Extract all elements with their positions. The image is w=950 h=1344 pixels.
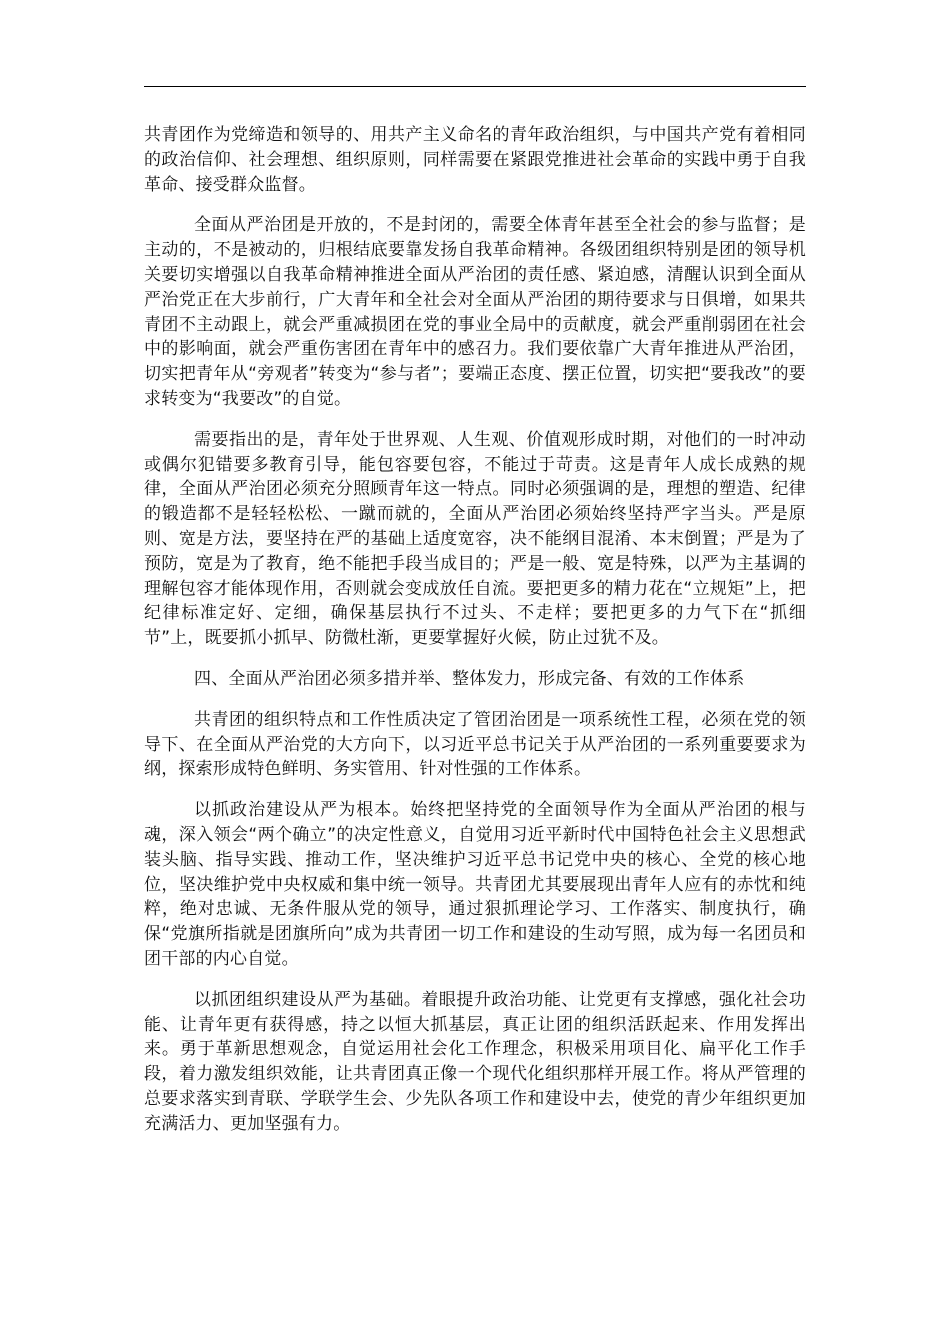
paragraph-7: 以抓团组织建设从严为基础。着眼提升政治功能、让党更有支撑感，强化社会功能、让青年更有获得感，持之以恒大抓基层，真正让团的组织活跃起来、作用发挥出来。勇于革新思想观念，自觉运用社会化工作理念，积极采用项目化、扁平化工作手段，着力激发组织效能，让共青团真正像一个现代化组织那样开展工作。将从严管理的总要求落实到青联、学联学生会、少先队各项工作和建设中去，使党的青少年组织更加充满活力、更加坚强有力。	[144, 989, 806, 1134]
paragraph-1: 共青团作为党缔造和领导的、用共产主义命名的青年政治组织，与中国共产党有着相同的政治信仰、社会理想、组织原则，同样需要在紧跟党推进社会革命的实践中勇于自我革命、接受群众监督。	[144, 125, 806, 195]
paragraph-5: 共青团的组织特点和工作性质决定了管团治团是一项系统性工程，必须在党的领导下、在全面从严治党的大方向下，以习近平总书记关于从严治团的一系列重要要求为纲，探索形成特色鲜明、务实管用、针对性强的工作体系。	[144, 709, 806, 780]
section-heading-4: 四、全面从严治团必须多措并举、整体发力，形成完备、有效的工作体系	[194, 668, 745, 689]
document-body	[144, 123, 806, 1152]
paragraph-2: 全面从严治团是开放的，不是封闭的，需要全体青年甚至全社会的参与监督；是主动的，不是被动的，归根结底要靠发扬自我革命精神。各级团组织特别是团的领导机关要切实增强以自我革命精神推进全面从严治团的责任感、紧迫感，清醒认识到全面从严治党正在大步前行，广大青年和全社会对全面从严治团的期待要求与日俱增，如果共青团不主动跟上，就会严重减损团在党的事业全局中的贡献度，就会严重削弱团在社会中的影响面，就会严重伤害团在青年中的感召力。我们要依靠广大青年推进从严治团，切实把青年从“旁观者”转变为“参与者”；要端正态度、摆正位置，切实把“要我改”的要求转变为“我要改”的自觉。	[144, 215, 806, 409]
header-rule	[144, 86, 806, 87]
paragraph-6: 以抓政治建设从严为根本。始终把坚持党的全面领导作为全面从严治团的根与魂，深入领会“两个确立”的决定性意义，自觉用习近平新时代中国特色社会主义思想武装头脑、指导实践、推动工作，坚决维护习近平总书记党中央的核心、全党的核心地位，坚决维护党中央权威和集中统一领导。共青团尤其要展现出青年人应有的赤忱和纯粹，绝对忠诚、无条件服从党的领导，通过狠抓理论学习、工作落实、制度执行，确保“党旗所指就是团旗所向”成为共青团一切工作和建设的生动写照，成为每一名团员和团干部的内心自觉。	[144, 800, 806, 969]
paragraph-3: 需要指出的是，青年处于世界观、人生观、价值观形成时期，对他们的一时冲动或偶尔犯错要多教育引导，能包容要包容，不能过于苛责。这是青年人成长成熟的规律，全面从严治团必须充分照顾青年这一特点。同时必须强调的是，理想的塑造、纪律的锻造都不是轻轻松松、一蹴而就的，全面从严治团必须始终坚持严字当头。严是原则、宽是方法，要坚持在严的基础上适度宽容，决不能纲目混淆、本末倒置；严是为了预防，宽是为了教育，绝不能把手段当成目的；严是一般、宽是特殊，以严为主基调的理解包容才能体现作用，否则就会变成放任自流。要把更多的精力花在“立规矩”上，把纪律标准定好、定细，确保基层执行不过头、不走样；要把更多的力气下在“抓细节”上，既要抓小抓早、防微杜渐，更要掌握好火候，防止过犹不及。	[144, 429, 806, 649]
